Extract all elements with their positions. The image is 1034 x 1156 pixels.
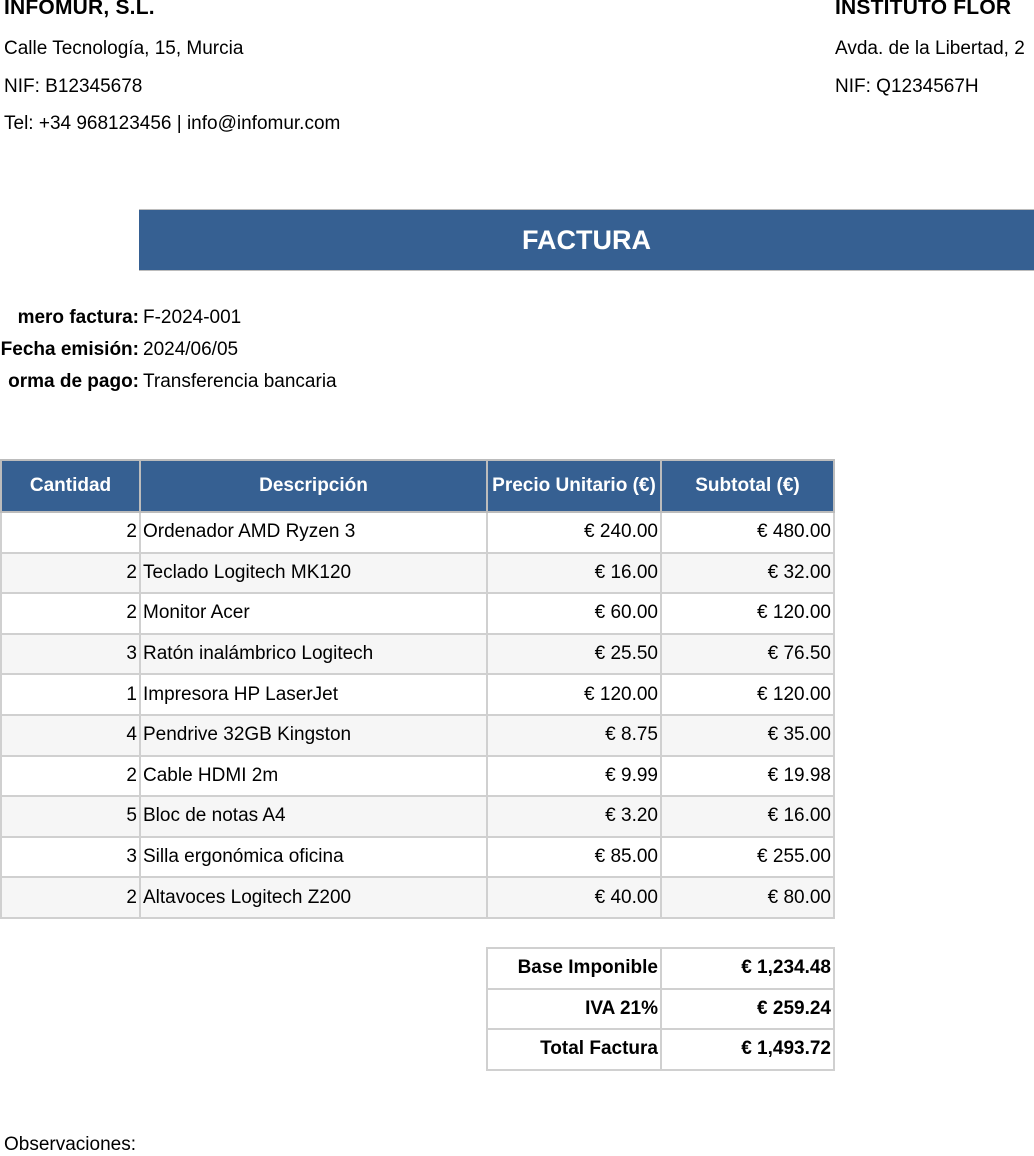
row-quantity: 2 [1,756,140,797]
row-quantity: 3 [1,837,140,878]
row-quantity: 2 [1,553,140,594]
invoice-number-value: F-2024-001 [143,307,242,328]
table-row [1,674,834,715]
row-description: Ordenador AMD Ryzen 3 [140,512,487,553]
row-subtotal: € 19.98 [661,756,834,797]
seller-nif: NIF: B12345678 [4,76,143,97]
total-label: Total Factura [487,1029,661,1070]
invoice-title: FACTURA [522,224,651,255]
items-table [0,459,835,919]
seller-contact: Tel: +34 968123456 | info@infomur.com [4,113,341,134]
observations-label: Observaciones: [4,1134,137,1155]
seller-name: INFOMUR, S.L. [4,0,155,19]
header-quantity: Cantidad [1,460,140,512]
row-subtotal: € 35.00 [661,715,834,756]
invoice-number-label: mero factura: [17,307,139,328]
issue-date-value: 2024/06/05 [143,339,239,360]
row-unit-price: € 3.20 [487,796,661,837]
row-unit-price: € 9.99 [487,756,661,797]
table-row [1,634,834,675]
totals-row-total [487,1029,834,1070]
meta-issue-date [0,339,1034,367]
row-description: Bloc de notas A4 [140,796,487,837]
base-value: € 1,234.48 [661,948,834,989]
client-address: Avda. de la Libertad, 2 [835,38,1025,59]
client-nif: NIF: Q1234567H [835,76,979,97]
row-description: Monitor Acer [140,593,487,634]
row-subtotal: € 16.00 [661,796,834,837]
row-quantity: 2 [1,512,140,553]
row-quantity: 1 [1,674,140,715]
row-unit-price: € 240.00 [487,512,661,553]
row-unit-price: € 60.00 [487,593,661,634]
items-header-row [1,460,834,512]
row-description: Cable HDMI 2m [140,756,487,797]
row-quantity: 5 [1,796,140,837]
row-subtotal: € 80.00 [661,877,834,918]
row-subtotal: € 255.00 [661,837,834,878]
row-subtotal: € 32.00 [661,553,834,594]
table-row [1,837,834,878]
row-description: Ratón inalámbrico Logitech [140,634,487,675]
table-row [1,715,834,756]
table-row [1,593,834,634]
row-subtotal: € 76.50 [661,634,834,675]
issue-date-label: Fecha emisión: [0,339,139,360]
iva-value: € 259.24 [661,989,834,1030]
row-quantity: 2 [1,593,140,634]
row-description: Silla ergonómica oficina [140,837,487,878]
payment-method-label: orma de pago: [8,371,139,392]
meta-invoice-number [0,307,1034,335]
totals-table [486,947,835,1071]
payment-method-value: Transferencia bancaria [143,371,337,392]
table-row [1,553,834,594]
header-unit-price: Precio Unitario (€) [487,460,661,512]
header-subtotal: Subtotal (€) [661,460,834,512]
row-unit-price: € 40.00 [487,877,661,918]
iva-label: IVA 21% [487,989,661,1030]
row-unit-price: € 25.50 [487,634,661,675]
table-row [1,512,834,553]
row-description: Impresora HP LaserJet [140,674,487,715]
totals-row-base [487,948,834,989]
seller-address: Calle Tecnología, 15, Murcia [4,38,244,59]
table-row [1,756,834,797]
total-value: € 1,493.72 [661,1029,834,1070]
table-row [1,877,834,918]
row-description: Altavoces Logitech Z200 [140,877,487,918]
row-unit-price: € 85.00 [487,837,661,878]
invoice-title-banner [139,209,1034,271]
meta-payment-method [0,371,1034,399]
row-description: Teclado Logitech MK120 [140,553,487,594]
row-subtotal: € 120.00 [661,674,834,715]
row-quantity: 2 [1,877,140,918]
row-unit-price: € 8.75 [487,715,661,756]
row-quantity: 3 [1,634,140,675]
row-subtotal: € 120.00 [661,593,834,634]
row-description: Pendrive 32GB Kingston [140,715,487,756]
row-unit-price: € 16.00 [487,553,661,594]
client-name: INSTITUTO FLOR [835,0,1012,19]
base-label: Base Imponible [487,948,661,989]
header-description: Descripción [140,460,487,512]
row-quantity: 4 [1,715,140,756]
totals-row-iva [487,989,834,1030]
row-unit-price: € 120.00 [487,674,661,715]
row-subtotal: € 480.00 [661,512,834,553]
table-row [1,796,834,837]
